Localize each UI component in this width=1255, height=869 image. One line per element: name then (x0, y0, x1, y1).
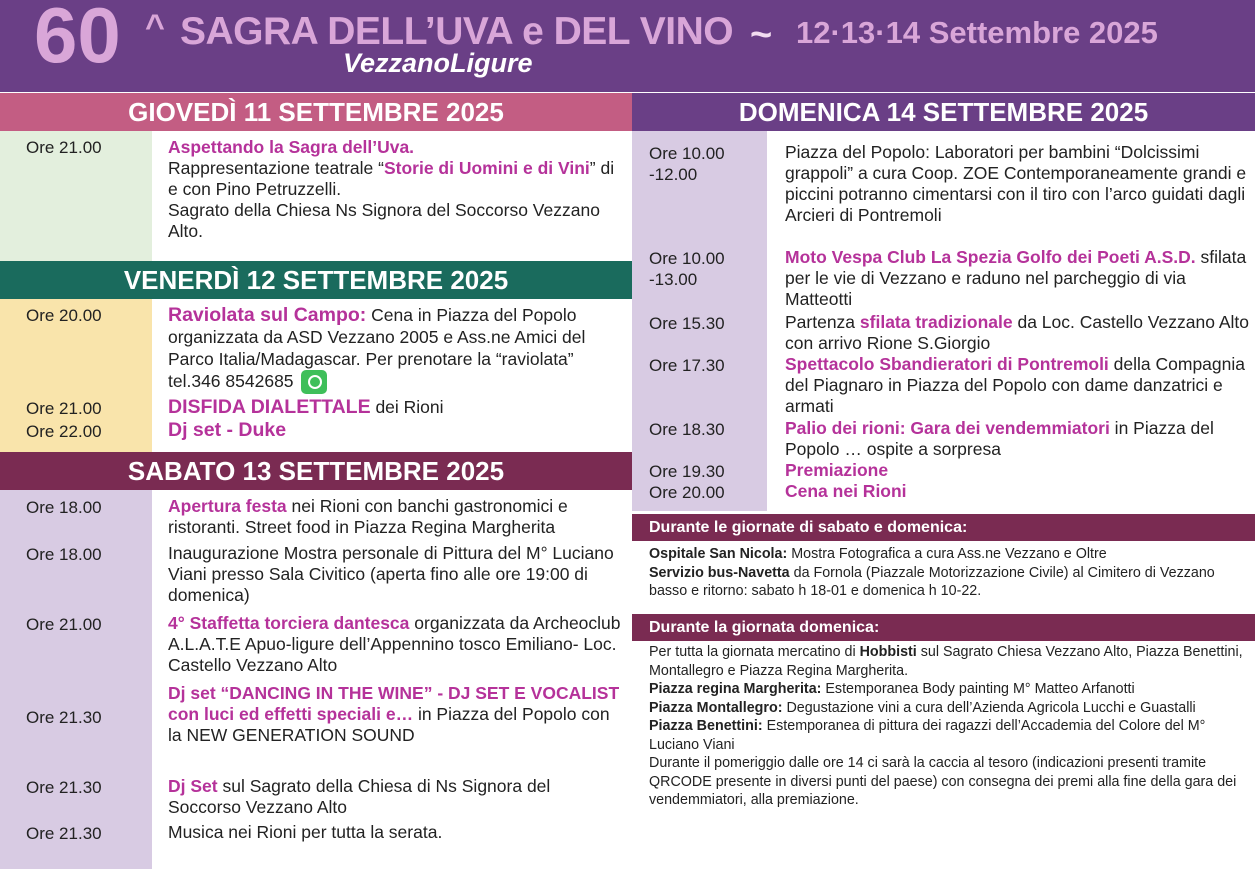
header-banner (0, 0, 1255, 92)
info-title-sunday: Durante la giornata domenica: (632, 614, 1255, 641)
event-description (168, 683, 628, 746)
event-time: Ore 19.30 (649, 462, 725, 481)
event-description (168, 776, 628, 818)
event-text: sfilata per le vie di Vezzano e raduno nel parcheggio di via Matteotti (785, 247, 1247, 309)
info-title-weekend: Durante le giornate di sabato e domenica: (632, 514, 1255, 541)
event-highlight: Dj Set (168, 776, 218, 796)
event-text: Sagrato della Chiesa Ns Signora del Soccorso Vezzano Alto. (168, 200, 600, 241)
event-description (168, 496, 628, 538)
event-text: Musica nei Rioni per tutta la serata. (168, 822, 443, 842)
event-highlight: Palio dei rioni: Gara dei vendemmiatori (785, 418, 1110, 438)
info-bold: Piazza Montallegro: (649, 699, 783, 716)
info-text-weekend (649, 545, 1244, 601)
event-highlight: Moto Vespa Club La Spezia Golfo dei Poeti A.S.D. (785, 247, 1196, 267)
event-highlight: 4° Staffetta torciera dantesca (168, 613, 410, 633)
event-description (785, 142, 1250, 226)
event-highlight: Spettacolo Sbandieratori di Pontremoli (785, 354, 1109, 374)
info-bold: Servizio bus-Navetta (649, 564, 790, 581)
event-time: Ore 10.00 (649, 144, 725, 163)
info-text: da Fornola (Piazzale Motorizzazione Civile) al Cimitero di Vezzano basso e ritorno: sabato h 18-01 e domenica h 10-22. (649, 564, 1215, 599)
day-title-domenica: DOMENICA 14 SETTEMBRE 2025 (632, 93, 1255, 131)
day-title-giovedi: GIOVEDÌ 11 SETTEMBRE 2025 (0, 93, 632, 131)
event-text: Inaugurazione Mostra personale di Pittura del M° Luciano Viani presso Sala Civitico (aperta fino alle ore 19:00 di domenica) (168, 543, 614, 605)
festival-title: SAGRA DELL’UVA e DEL VINO (180, 10, 734, 53)
event-description (168, 613, 628, 676)
edition-number: 60 (34, 0, 121, 79)
info-bold: Hobbisti (859, 644, 917, 660)
event-description (785, 354, 1250, 417)
event-description (168, 822, 628, 843)
info-text: sul Sagrato Chiesa Vezzano Alto, Piazza Benettini, Montallegro e Piazza Regina Margherita. (649, 644, 1243, 679)
event-highlight: Dj set “DANCING IN THE WINE” - DJ SET E VOCALIST con luci ed effetti speciali e… (168, 683, 620, 724)
info-bold: Ospitale San Nicola: (649, 546, 788, 562)
info-text: Estemporanea di pittura dei ragazzi dell’Accademia del Colore del M° Luciano Viani (649, 718, 1206, 753)
event-description (168, 420, 628, 441)
event-highlight: Apertura festa (168, 496, 287, 516)
event-description (785, 481, 1250, 502)
event-text: organizzata da Archeoclub A.L.A.T.E Apuo-ligure dell’Appennino tosco Emiliano- Loc. Castello Vezzano Alto (168, 613, 621, 675)
event-description (168, 137, 628, 242)
info-text: Per tutta la giornata mercatino di (649, 644, 860, 660)
event-time: Ore 21.00 (26, 615, 102, 634)
festival-dates: 12·13·14 Settembre 2025 (796, 15, 1158, 50)
event-time: Ore 21.30 (26, 708, 102, 727)
event-time: -13.00 (649, 270, 698, 289)
info-bold: Piazza Benettini: (649, 718, 763, 734)
event-highlight: sfilata tradizionale (859, 312, 1013, 332)
event-time: Ore 15.30 (649, 314, 725, 333)
info-bold: Piazza regina Margherita: (649, 681, 822, 697)
event-time: Ore 20.00 (26, 306, 102, 325)
event-text: dei Rioni (370, 397, 444, 417)
event-text: della Compagnia del Piagnaro in Piazza del Popolo con dame danzatrici e armati (785, 354, 1245, 416)
info-text: Estemporanea Body painting M° Matteo Arfanotti (821, 681, 1135, 697)
event-text: in Piazza del Popolo … ospite a sorpresa (785, 418, 1214, 459)
event-description (785, 312, 1250, 354)
event-text: da Loc. Castello Vezzano Alto con arrivo Rione S.Giorgio (785, 312, 1249, 353)
event-text: Cena in Piazza del Popolo organizzata da ASD Vezzano 2005 e Ass.ne Amici del Parco Italia/Madagascar. Per prenotare la “raviolata” tel.346 8542685 (168, 305, 586, 391)
event-description (168, 543, 628, 606)
event-time: -12.00 (649, 165, 698, 184)
event-text: Partenza (785, 312, 860, 332)
event-description (168, 304, 628, 394)
event-time: Ore 20.00 (649, 483, 725, 502)
day-title-sabato: SABATO 13 SETTEMBRE 2025 (0, 452, 632, 490)
event-time: Ore 18.00 (26, 498, 102, 517)
edition-caret: ^ (145, 8, 165, 46)
event-text: sul Sagrato della Chiesa di Ns Signora del Soccorso Vezzano Alto (168, 776, 551, 817)
day-title-venerdi: VENERDÌ 12 SETTEMBRE 2025 (0, 261, 632, 299)
event-time: Ore 22.00 (26, 422, 102, 441)
event-time: Ore 10.00 (649, 249, 725, 268)
event-text: ” di e con Pino Petruzzelli. (168, 158, 615, 199)
event-description (785, 460, 1250, 481)
event-description (785, 418, 1250, 460)
event-highlight: Raviolata sul Campo: (168, 304, 367, 326)
event-text: in Piazza del Popolo con la NEW GENERATION SOUND (168, 704, 610, 745)
info-text: Mostra Fotografica a cura Ass.ne Vezzano e Oltre (787, 546, 1107, 562)
event-time: Ore 21.00 (26, 399, 102, 418)
whatsapp-icon (301, 370, 327, 394)
event-highlight: Aspettando la Sagra dell’Uva. (168, 137, 415, 157)
info-text: Durante il pomeriggio dalle ore 14 ci sarà la caccia al tesoro (indicazioni presenti tramite QRCODE presente in diversi punti del paese) con consegna dei premi alla fine della gara dei vendemmiatori, alla premiazione. (649, 755, 1237, 808)
event-description (168, 397, 628, 418)
event-highlight: DISFIDA DIALETTALE (168, 396, 371, 418)
event-description (785, 247, 1250, 310)
event-text: nei Rioni con banchi gastronomici e ristoranti. Street food in Piazza Regina Margherita (168, 496, 568, 537)
event-text: Rappresentazione teatrale “ (168, 158, 384, 178)
event-time: Ore 21.30 (26, 824, 102, 843)
info-text-sunday (649, 643, 1244, 810)
event-time: Ore 21.00 (26, 138, 102, 157)
title-separator: ~ (750, 14, 773, 56)
event-time: Ore 18.00 (26, 545, 102, 564)
event-highlight: Dj set - Duke (168, 419, 287, 441)
festival-place: VezzanoLigure (343, 48, 533, 78)
event-time: Ore 21.30 (26, 778, 102, 797)
event-time: Ore 17.30 (649, 356, 725, 375)
event-highlight: Storie di Uomini e di Vini (383, 158, 590, 178)
event-time: Ore 18.30 (649, 420, 725, 439)
event-text: Piazza del Popolo: Laboratori per bambini “Dolcissimi grappoli” a cura Coop. ZOE Contemporaneamente grandi e piccini potranno cimentarsi con il tiro con l’arco guidati dagli Arcieri di Pontremoli (785, 142, 1247, 225)
event-highlight: Cena nei Rioni (785, 481, 907, 501)
info-text: Degustazione vini a cura dell’Azienda Agricola Lucchi e Guastalli (782, 699, 1196, 716)
event-highlight: Premiazione (785, 460, 889, 480)
